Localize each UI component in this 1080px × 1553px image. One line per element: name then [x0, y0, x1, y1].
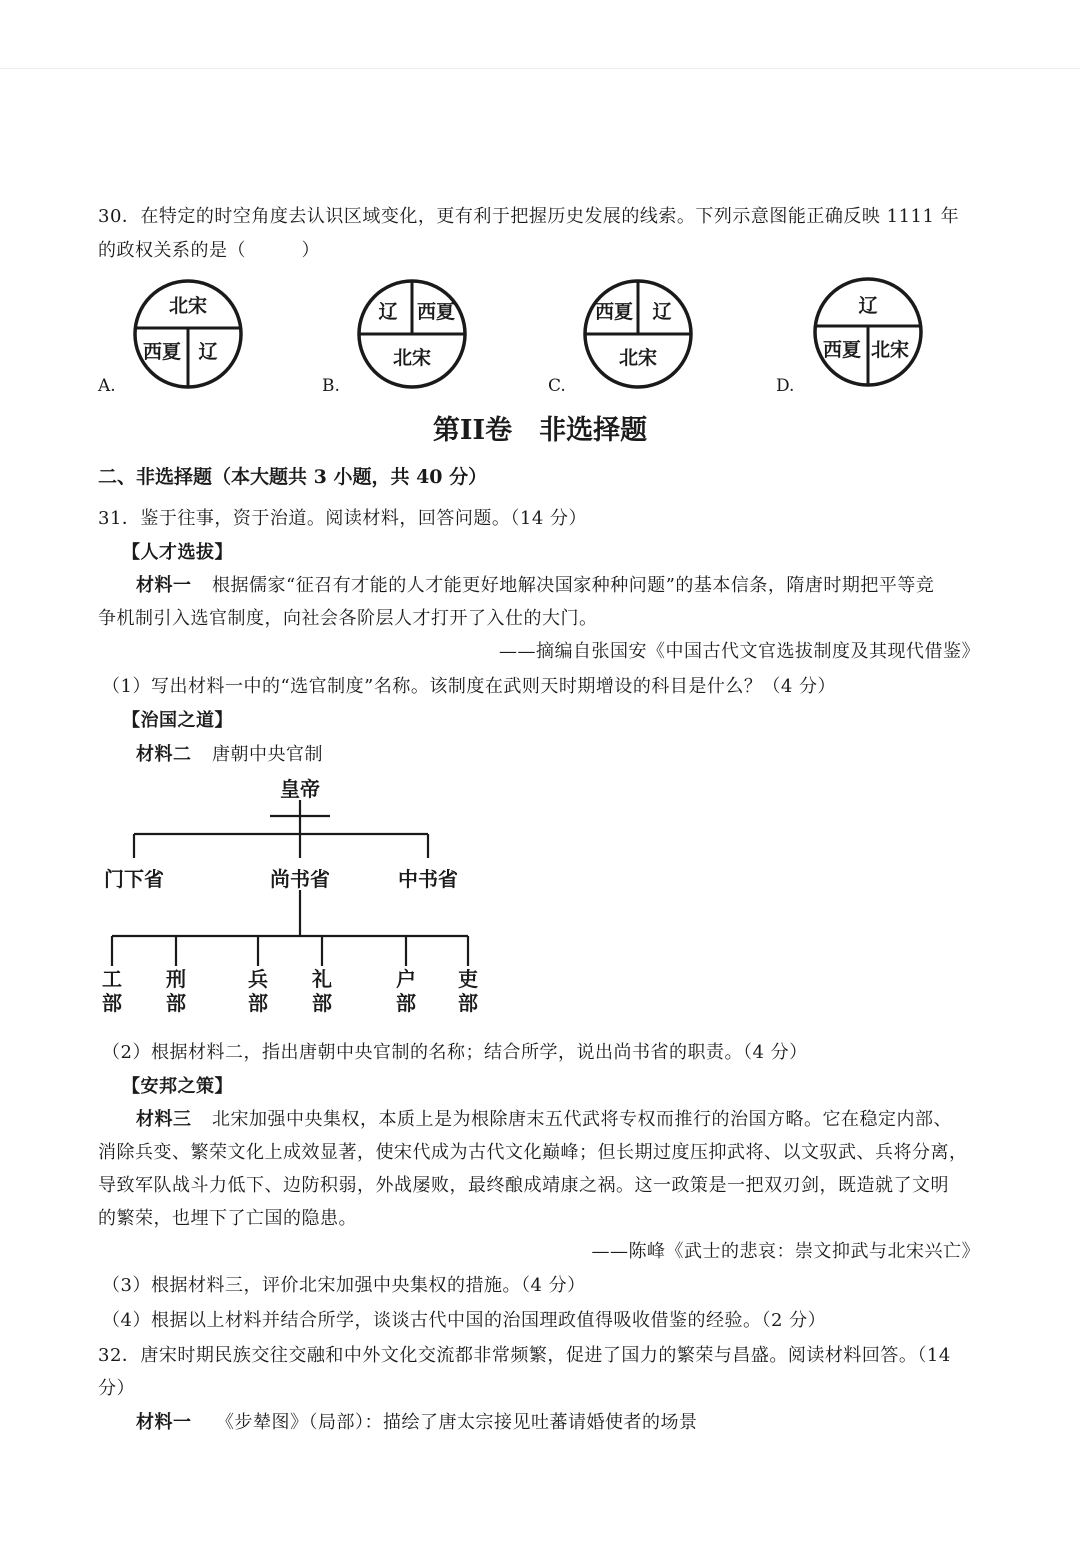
q31-heading-policy: 【安邦之策】 [122, 1076, 233, 1097]
q31-sub1: （1）写出材料一中的“选官制度”名称。该制度在武则天时期增设的科目是什么？（4 分） [102, 676, 837, 697]
q31-heading-talent: 【人才选拔】 [122, 542, 233, 563]
option-b-top-left: 辽 [378, 301, 398, 323]
q31-m2-label: 材料二 [136, 744, 192, 765]
q31-heading-governance: 【治国之道】 [122, 710, 233, 731]
option-d-bottom-right: 北宋 [870, 339, 910, 361]
org-emperor: 皇帝 [280, 777, 320, 801]
org-bing-2: 部 [248, 991, 268, 1015]
org-gong-2: 部 [102, 991, 122, 1015]
org-li-1: 礼 [312, 967, 332, 991]
q31-m3-source: ——陈峰《武士的悲哀：崇文抑武与北宋兴亡》 [591, 1241, 980, 1262]
org-xing-1: 刑 [166, 967, 186, 991]
option-d-diagram[interactable] [812, 276, 924, 388]
q31-sub2: （2）根据材料二，指出唐朝中央官制的名称；结合所学，说出尚书省的职责。（4 分） [102, 1042, 808, 1063]
option-b-label[interactable]: B. [322, 376, 340, 396]
option-a-bottom-left: 西夏 [142, 341, 182, 363]
option-c-top-left: 西夏 [594, 301, 634, 323]
option-b-bottom: 北宋 [392, 347, 432, 369]
org-li-2: 部 [312, 991, 332, 1015]
q31-sub4: （4）根据以上材料并结合所学，谈谈古代中国的治国理政值得吸收借鉴的经验。（2 分） [102, 1310, 827, 1331]
tang-org-chart [98, 772, 488, 1022]
q31-intro: 31．鉴于往事，资于治道。阅读材料，回答问题。（14 分） [98, 508, 588, 529]
option-c-bottom: 北宋 [618, 347, 658, 369]
org-libu-2: 部 [458, 991, 478, 1015]
q31-m1-label: 材料一 [136, 575, 192, 596]
q31-m3-line3: 导致军队战斗力低下、边防积弱，外战屡败，最终酿成靖康之祸。这一政策是一把双刃剑，既造就了文明 [98, 1175, 949, 1196]
q31-m1-source: ——摘编自张国安《中国古代文官选拔制度及其现代借鉴》 [499, 641, 980, 662]
option-a-bottom-right: 辽 [198, 341, 218, 363]
q31-sub3: （3）根据材料三，评价北宋加强中央集权的措施。（4 分） [102, 1275, 586, 1296]
option-c-diagram[interactable] [582, 278, 694, 390]
option-d-label[interactable]: D. [776, 376, 795, 396]
q31-m2-text: 唐朝中央官制 [212, 744, 323, 765]
section-title: 第II卷 非选择题 [432, 415, 648, 446]
org-shangshu: 尚书省 [270, 867, 330, 891]
q31-m1-line2: 争机制引入选官制度，向社会各阶层人才打开了入仕的大门。 [98, 608, 598, 629]
q30-stem-line2: 的政权关系的是（ ） [98, 240, 320, 261]
option-a-diagram[interactable] [132, 278, 244, 390]
q31-m3-label: 材料三 [136, 1109, 192, 1130]
org-libu-1: 吏 [458, 967, 478, 991]
org-bing-1: 兵 [248, 967, 268, 991]
org-hu-1: 户 [396, 967, 416, 991]
top-divider [0, 68, 1080, 69]
org-menxia: 门下省 [104, 867, 164, 891]
q31-m3-line2: 消除兵变、繁荣文化上成效显著，使宋代成为古代文化巅峰；但长期过度压抑武将、以文驭武、兵将分离， [98, 1142, 968, 1163]
option-a-top: 北宋 [168, 295, 208, 317]
org-xing-2: 部 [166, 991, 186, 1015]
section-subtitle: 二、非选择题（本大题共 3 小题，共 40 分） [98, 466, 488, 488]
option-c-label[interactable]: C. [548, 376, 566, 396]
q30-stem-line1: 30．在特定的时空角度去认识区域变化，更有利于把握历史发展的线索。下列示意图能正确反映 1111 年 [98, 206, 960, 227]
q31-m3-line4: 的繁荣，也埋下了亡国的隐患。 [98, 1208, 357, 1229]
q32-m1-text: 《步辇图》（局部）：描绘了唐太宗接见吐蕃请婚使者的场景 [216, 1412, 698, 1433]
q31-m1-line1: 根据儒家“征召有才能的人才能更好地解决国家种种问题”的基本信条，隋唐时期把平等竞 [212, 575, 935, 596]
option-a-label[interactable]: A. [98, 376, 116, 396]
option-d-top: 辽 [858, 295, 878, 317]
q32-stem-line1: 32．唐宋时期民族交往交融和中外文化交流都非常频繁，促进了国力的繁荣与昌盛。阅读材料回答。（14 [98, 1345, 951, 1366]
option-b-diagram[interactable] [356, 278, 468, 390]
org-gong-1: 工 [102, 967, 122, 991]
org-zhongshu: 中书省 [398, 867, 458, 891]
org-hu-2: 部 [396, 991, 416, 1015]
q32-m1-label: 材料一 [136, 1412, 192, 1433]
option-b-top-right: 西夏 [416, 301, 456, 323]
q32-stem-line2: 分） [98, 1378, 135, 1399]
option-c-top-right: 辽 [652, 301, 672, 323]
q31-m3-line1: 北宋加强中央集权，本质上是为根除唐末五代武将专权而推行的治国方略。它在稳定内部、 [212, 1109, 952, 1130]
option-d-bottom-left: 西夏 [822, 339, 862, 361]
